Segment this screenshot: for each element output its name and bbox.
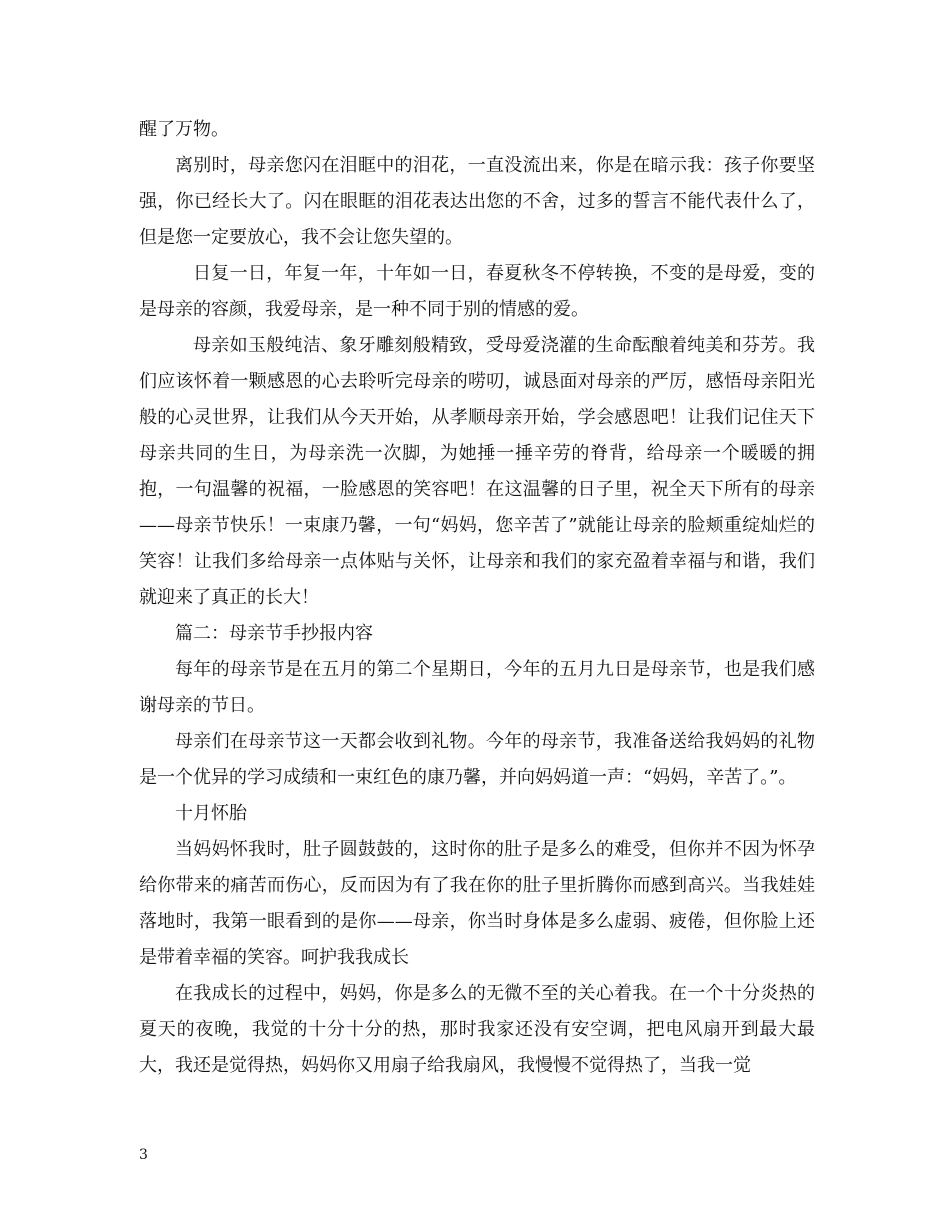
paragraph-day-after-day: 日复一日，年复一年，十年如一日，春夏秋冬不停转换，不变的是母爱，变的是母亲的容颜，我爱母亲，是一种不同于别的情感的爱。 [139, 263, 815, 320]
paragraph-farewell: 离别时，母亲您闪在泪眶中的泪花，一直没流出来，你是在暗示我：孩子你要坚强，你已经长大了。闪在眼眶的泪花表达出您的不舍，过多的誓言不能代表什么了，但是您一定要放心，我不会让您失望的。 [139, 155, 815, 248]
paragraph-gifts: 母亲们在母亲节这一天都会收到礼物。今年的母亲节，我准备送给我妈妈的礼物是一个优异的学习成绩和一束红色的康乃馨，并向妈妈道一声：“妈妈，辛苦了。”。 [139, 731, 815, 788]
paragraph-gratitude: 母亲如玉般纯洁、象牙雕刻般精致，受母爱浇灌的生命酝酿着纯美和芬芳。我们应该怀着一颗感恩的心去聆听完母亲的唠叨，诚恳面对母亲的严厉，感悟母亲阳光般的心灵世界，让我们从今天开始，从孝顺母亲开始，学会感恩吧！让我们记住天下母亲共同的生日，为母亲洗一次脚，为她捶一捶辛劳的脊背，给母亲一个暖暖的拥抱，一句温馨的祝福，一脸感恩的笑容吧！在这温馨的日子里，祝全天下所有的母亲——母亲节快乐！一束康乃馨，一句“妈妈，您辛苦了”就能让母亲的脸颊重绽灿烂的笑容！让我们多给母亲一点体贴与关怀，让母亲和我们的家充盈着幸福与和谐，我们就迎来了真正的长大！ [139, 335, 815, 608]
section-heading-part-two: 篇二：母亲节手抄报内容 [175, 623, 373, 644]
paragraph-pregnancy: 当妈妈怀我时，肚子圆鼓鼓的，这时你的肚子是多么的难受，但你并不因为怀孕给你带来的痛苦而伤心，反而因为有了我在你的肚子里折腾你而感到高兴。当我娃娃落地时，我第一眼看到的是你——母亲，你当时身体是多么虚弱、疲倦，但你脸上还是带着幸福的笑容。呵护我我成长 [139, 839, 815, 968]
document-body [139, 112, 815, 1084]
page-number: 3 [139, 1147, 148, 1163]
subheading-pregnancy: 十月怀胎 [175, 803, 247, 824]
paragraph-mothers-day-date: 每年的母亲节是在五月的第二个星期日，今年的五月九日是母亲节，也是我们感谢母亲的节日。 [139, 659, 815, 716]
paragraph-continuation: 醒了万物。 [139, 119, 229, 140]
paragraph-growing-up: 在我成长的过程中，妈妈，你是多么的无微不至的关心着我。在一个十分炎热的夏天的夜晚，我觉的十分十分的热，那时我家还没有安空调，把电风扇开到最大最大，我还是觉得热，妈妈你又用扇子给我扇风，我慢慢不觉得热了，当我一觉 [139, 983, 815, 1076]
